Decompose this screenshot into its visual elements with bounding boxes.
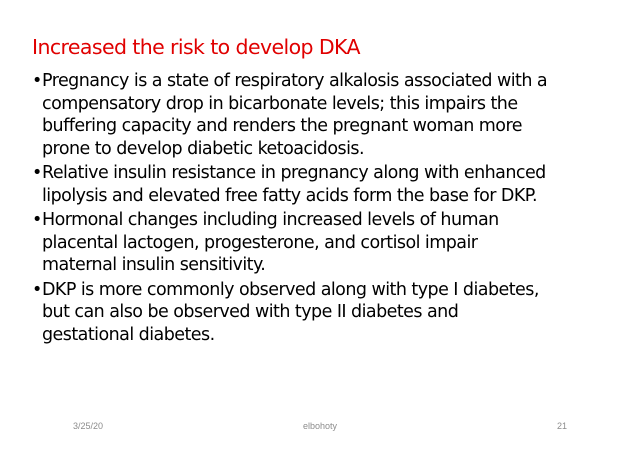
bullet-item — [32, 279, 632, 347]
bullet-line: prone to develop diabetic ketoacidosis. — [42, 138, 364, 159]
bullet-icon: • — [32, 71, 42, 91]
bullet-line: lipolysis and elevated free fatty acids form the base for DKP. — [42, 185, 538, 206]
bullet-item — [32, 162, 632, 207]
footer-date: 3/25/20 — [73, 421, 104, 431]
footer-author: elbohoty — [303, 421, 338, 431]
bullet-line: DKP is more commonly observed along with type I diabetes, — [42, 279, 539, 300]
bullet-line: placental lactogen, progesterone, and cortisol impair — [42, 232, 478, 253]
bullet-item — [32, 70, 632, 160]
bullet-list — [32, 70, 632, 348]
bullet-line: Hormonal changes including increased levels of human — [42, 210, 499, 230]
bullet-icon: • — [32, 163, 42, 183]
bullet-item — [32, 209, 632, 277]
bullet-line: but can also be observed with type II diabetes and — [42, 302, 459, 322]
footer-page-number: 21 — [557, 421, 568, 431]
slide-title: Increased the risk to develop DKA — [32, 35, 360, 59]
bullet-line: compensatory drop in bicarbonate levels; this impairs the — [42, 93, 518, 114]
bullet-line: Relative insulin resistance in pregnancy along with enhanced — [42, 163, 546, 183]
bullet-line: Pregnancy is a state of respiratory alkalosis associated with a — [42, 71, 548, 91]
bullet-icon: • — [32, 279, 42, 300]
bullet-icon: • — [32, 210, 42, 230]
bullet-line: buffering capacity and renders the pregnant woman more — [42, 116, 522, 136]
bullet-line: maternal insulin sensitivity. — [42, 255, 266, 275]
bullet-line: gestational diabetes. — [42, 324, 215, 345]
